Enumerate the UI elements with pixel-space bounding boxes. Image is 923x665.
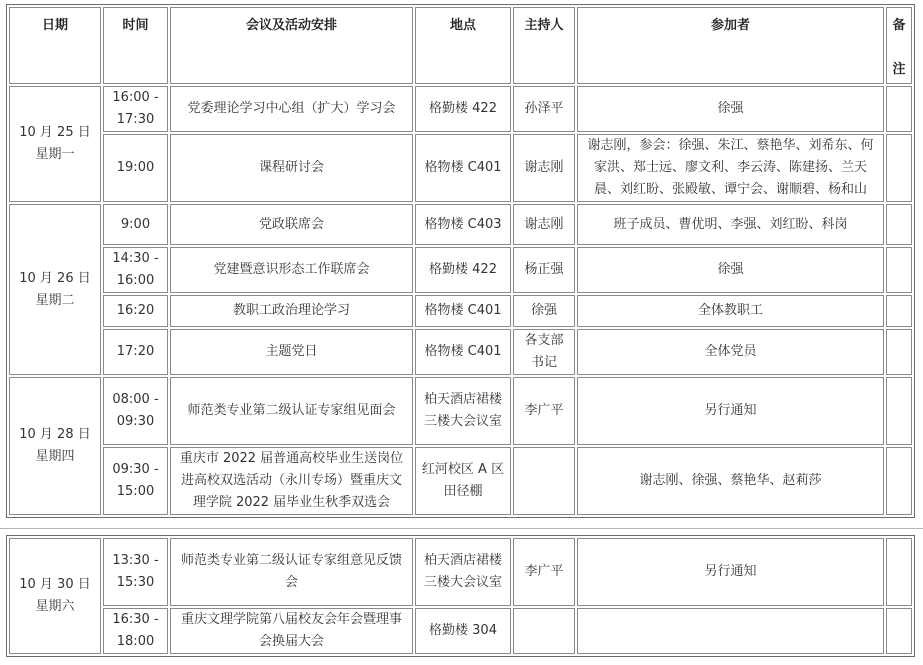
time-cell: 08:00 - 09:30: [103, 377, 168, 445]
header-time: 时间: [103, 7, 168, 84]
location-cell: 格物楼 C401: [415, 329, 511, 375]
time-cell: 9:00: [103, 204, 168, 245]
time-cell: 19:00: [103, 134, 168, 202]
event-cell: 党建暨意识形态工作联席会: [170, 247, 413, 293]
location-cell: 格物楼 C401: [415, 295, 511, 327]
weekday-label: 星期二: [35, 292, 75, 308]
table-row: [9, 86, 912, 132]
time-cell: 16:20: [103, 295, 168, 327]
table-row: [9, 608, 912, 654]
location-cell: 格勤楼 422: [415, 247, 511, 293]
note-cell: [886, 134, 912, 202]
attendees-cell: 班子成员、曹优明、李强、刘红盼、科岗: [577, 204, 884, 245]
date-cell: [9, 86, 101, 202]
host-cell: [513, 447, 575, 515]
table-row: [9, 447, 912, 515]
host-cell: 谢志刚: [513, 204, 575, 245]
header-attendees: 参加者: [577, 7, 884, 84]
location-cell: 柏天酒店裙楼三楼大会议室: [415, 377, 511, 445]
event-cell: 师范类专业第二级认证专家组意见反馈会: [170, 538, 413, 606]
event-cell: 党委理论学习中心组（扩大）学习会: [170, 86, 413, 132]
page-separator: [0, 528, 923, 529]
event-cell: 重庆市 2022 届普通高校毕业生送岗位进高校双选活动（永川专场）暨重庆文理学院 2022 届毕业生秋季双选会: [170, 447, 413, 515]
date-cell: [9, 538, 101, 654]
event-cell: 党政联席会: [170, 204, 413, 245]
attendees-cell: [577, 608, 884, 654]
time-cell: 16:00 - 17:30: [103, 86, 168, 132]
table-row: [9, 134, 912, 202]
event-cell: 教职工政治理论学习: [170, 295, 413, 327]
weekday-label: 星期一: [35, 147, 75, 162]
header-host: 主持人: [513, 7, 575, 84]
attendees-cell: 另行通知: [577, 377, 884, 445]
attendees-cell: 谢志刚、徐强、蔡艳华、赵莉莎: [577, 447, 884, 515]
event-cell: 主题党日: [170, 329, 413, 375]
time-cell: 17:20: [103, 329, 168, 375]
header-row: [9, 7, 912, 84]
attendees-cell: 谢志刚，参会：徐强、朱江、蔡艳华、刘希东、何家洪、郑士远、廖文利、李云涛、陈建扬、兰天晨、刘红盼、张殿敏、谭宁会、谢顺碧、杨和山: [577, 134, 884, 202]
note-cell: [886, 329, 912, 375]
note-cell: [886, 608, 912, 654]
note-cell: [886, 447, 912, 515]
location-cell: 格勤楼 304: [415, 608, 511, 654]
date-label: 10 月 28 日: [19, 427, 91, 442]
host-cell: 谢志刚: [513, 134, 575, 202]
location-cell: 红河校区 A 区田径棚: [415, 447, 511, 515]
header-event: 会议及活动安排: [170, 7, 413, 84]
date-label: 10 月 25 日: [19, 125, 91, 140]
time-cell: 09:30 - 15:00: [103, 447, 168, 515]
date-cell: [9, 377, 101, 515]
location-cell: 格物楼 C403: [415, 204, 511, 245]
header-note-line1: 备: [892, 18, 906, 33]
attendees-cell: 另行通知: [577, 538, 884, 606]
note-cell: [886, 86, 912, 132]
host-cell: 李广平: [513, 377, 575, 445]
event-cell: 师范类专业第二级认证专家组见面会: [170, 377, 413, 445]
attendees-cell: 全体党员: [577, 329, 884, 375]
host-cell: 孙泽平: [513, 86, 575, 132]
note-cell: [886, 204, 912, 245]
host-cell: 李广平: [513, 538, 575, 606]
time-cell: 13:30 - 15:30: [103, 538, 168, 606]
table-row: [9, 538, 912, 606]
time-cell: 16:30 - 18:00: [103, 608, 168, 654]
schedule-table-continued: [6, 535, 915, 657]
date-label: 10 月 26 日: [19, 270, 91, 286]
header-note-line2: 注: [892, 62, 906, 77]
location-cell: 柏天酒店裙楼三楼大会议室: [415, 538, 511, 606]
date-label: 10 月 30 日: [19, 577, 91, 592]
note-cell: [886, 538, 912, 606]
host-cell: 杨正强: [513, 247, 575, 293]
location-cell: 格物楼 C401: [415, 134, 511, 202]
host-cell: 各支部书记: [513, 329, 575, 375]
table-row: [9, 204, 912, 245]
table-row: [9, 295, 912, 327]
note-cell: [886, 377, 912, 445]
event-cell: 重庆文理学院第八届校友会年会暨理事会换届大会: [170, 608, 413, 654]
attendees-cell: 徐强: [577, 247, 884, 293]
event-cell: 课程研讨会: [170, 134, 413, 202]
attendees-cell: 徐强: [577, 86, 884, 132]
weekday-label: 星期六: [35, 599, 75, 614]
table-row: [9, 329, 912, 375]
weekday-label: 星期四: [35, 449, 75, 464]
header-location: 地点: [415, 7, 511, 84]
note-cell: [886, 295, 912, 327]
table-row: [9, 377, 912, 445]
schedule-table: [6, 4, 915, 518]
date-cell: [9, 204, 101, 375]
header-note: [886, 7, 912, 84]
header-date: 日期: [9, 7, 101, 84]
host-cell: 徐强: [513, 295, 575, 327]
host-cell: [513, 608, 575, 654]
time-cell: 14:30 - 16:00: [103, 247, 168, 293]
note-cell: [886, 247, 912, 293]
table-row: [9, 247, 912, 293]
location-cell: 格勤楼 422: [415, 86, 511, 132]
attendees-cell: 全体教职工: [577, 295, 884, 327]
